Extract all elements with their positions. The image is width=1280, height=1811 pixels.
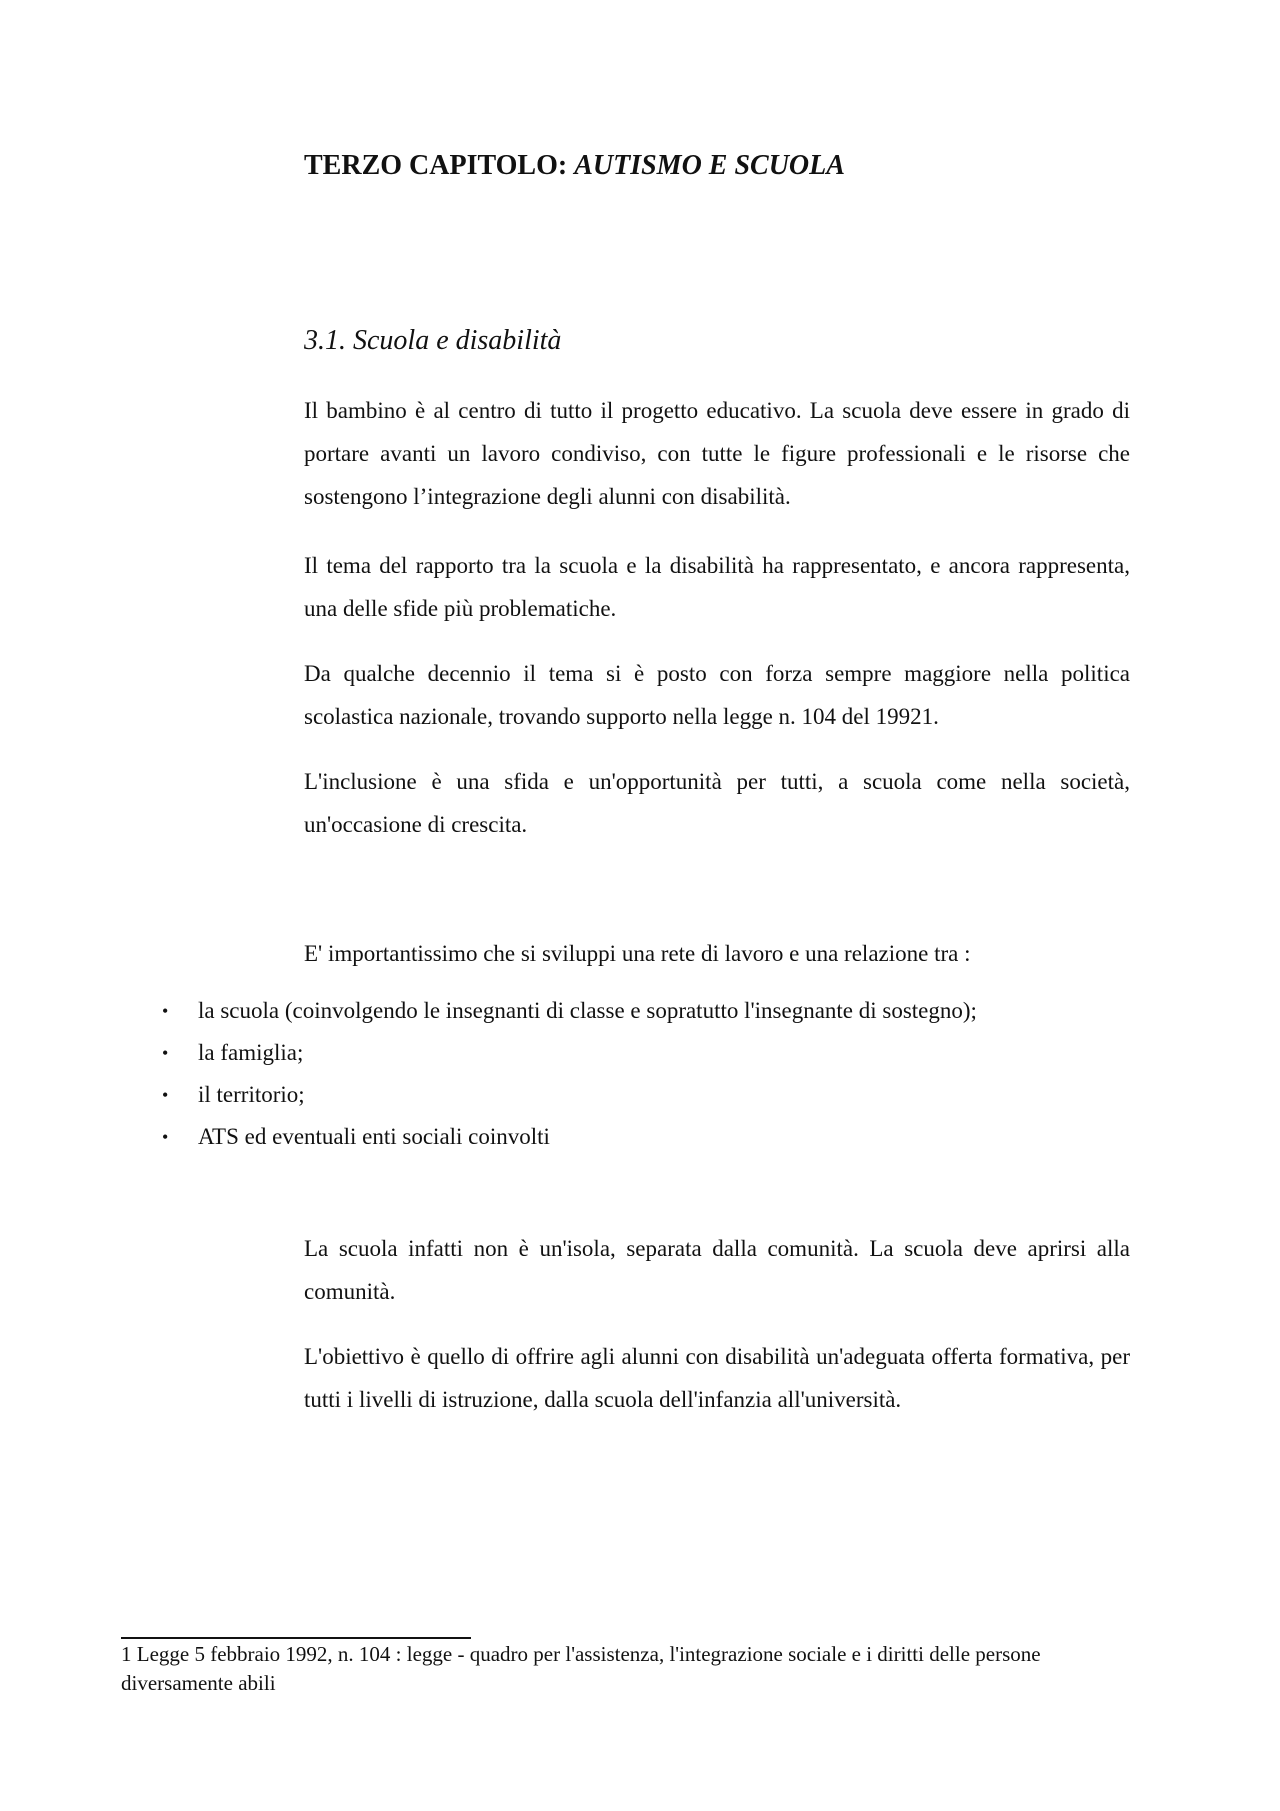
footnote: 1 Legge 5 febbraio 1992, n. 104 : legge - quadro per l'assistenza, l'integrazione sociale e i diritti delle persone diversamente abili: [121, 1642, 1041, 1695]
list-item: [160, 1074, 977, 1116]
section-title: 3.1. Scuola e disabilità: [304, 325, 562, 356]
list-item-text: il territorio;: [198, 1082, 305, 1107]
footnote-divider: [121, 1637, 471, 1639]
list-item-text: ATS ed eventuali enti sociali coinvolti: [198, 1124, 550, 1149]
bullet-icon: •: [162, 1001, 169, 1021]
paragraph-3: Da qualche decennio il tema si è posto con forza sempre maggiore nella politica scolastica nazionale, trovando supporto nella legge n. 104 del 19921.: [304, 661, 1130, 729]
paragraph-4: L'inclusione è una sfida e un'opportunità per tutti, a scuola come nella società, un'occasione di crescita.: [304, 769, 1130, 837]
paragraph-5: E' importantissimo che si sviluppi una rete di lavoro e una relazione tra :: [304, 941, 971, 966]
paragraph-2: Il tema del rapporto tra la scuola e la disabilità ha rappresentato, e ancora rappresenta, una delle sfide più problematiche.: [304, 553, 1130, 621]
list-item: [160, 990, 977, 1032]
paragraph-1: Il bambino è al centro di tutto il progetto educativo. La scuola deve essere in grado di portare avanti un lavoro condiviso, con tutte le figure professionali e le risorse che sostengono l’integrazione degli alunni con disabilità.: [304, 398, 1130, 509]
list-item: [160, 1032, 977, 1074]
paragraph-6: La scuola infatti non è un'isola, separata dalla comunità. La scuola deve aprirsi alla comunità.: [304, 1236, 1130, 1304]
bullet-list: [160, 990, 977, 1158]
bullet-icon: •: [162, 1043, 169, 1063]
list-item-text: la famiglia;: [198, 1040, 304, 1065]
chapter-label: TERZO CAPITOLO:: [304, 150, 568, 181]
list-item-text: la scuola (coinvolgendo le insegnanti di classe e sopratutto l'insegnante di sostegno);: [198, 998, 977, 1023]
bullet-icon: •: [162, 1085, 169, 1105]
bullet-icon: •: [162, 1127, 169, 1147]
chapter-title: [304, 150, 845, 182]
list-item: [160, 1116, 977, 1158]
chapter-name: AUTISMO E SCUOLA: [574, 150, 845, 181]
paragraph-7: L'obiettivo è quello di offrire agli alunni con disabilità un'adeguata offerta formativa, per tutti i livelli di istruzione, dalla scuola dell'infanzia all'università.: [304, 1344, 1130, 1412]
